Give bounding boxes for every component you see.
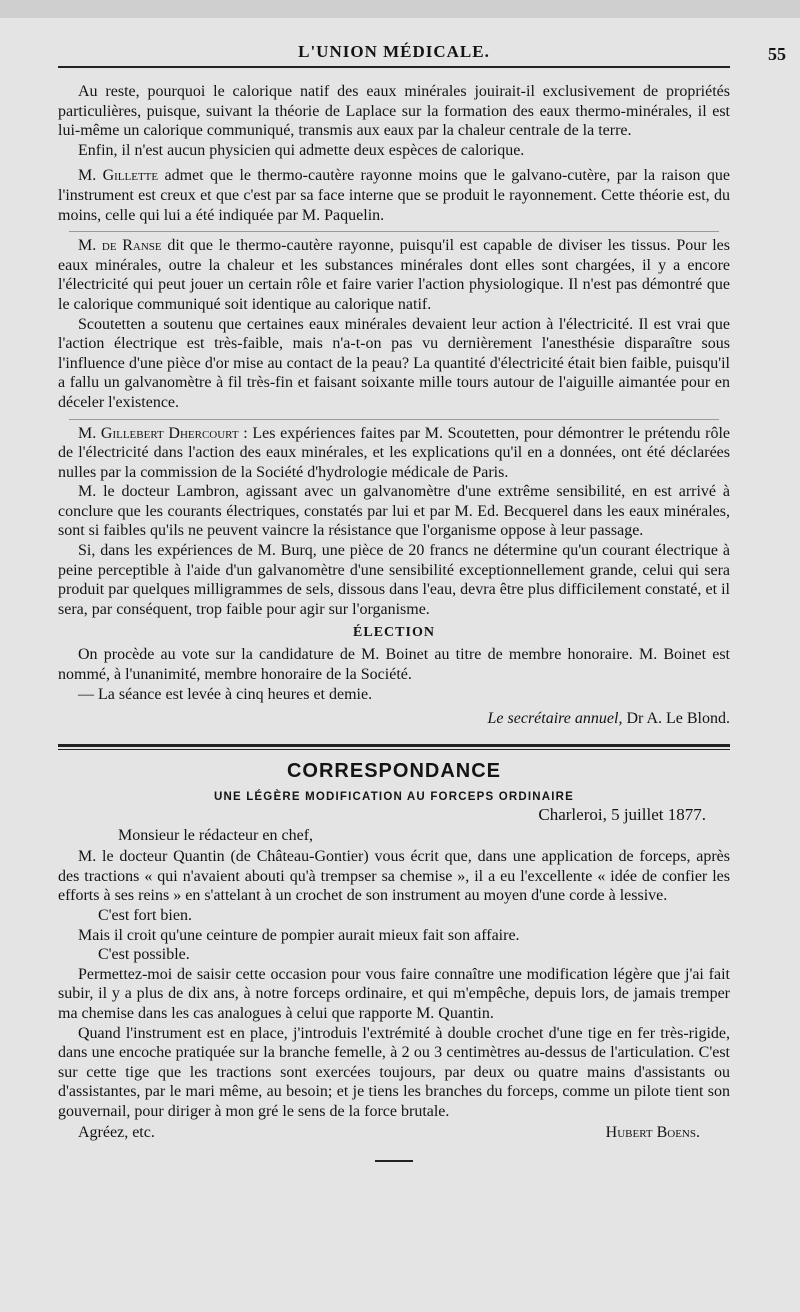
letter-paragraph: C'est possible. [98, 946, 190, 964]
paragraph-seance-close: — La séance est levée à cinq heures et demie. [78, 685, 373, 703]
election-heading: ÉLECTION [353, 625, 435, 641]
signature-role: Le secrétaire annuel, [487, 710, 623, 728]
page-number: 55 [768, 44, 786, 64]
letter-paragraph: Mais il croit qu'une ceinture de pompier aurait mieux fait son affaire. [78, 926, 520, 944]
letter-closing [58, 1124, 730, 1142]
paragraph-dhercourt [58, 424, 730, 483]
letter-paragraph: Quand l'instrument est en place, j'introduis l'extrémité à double crochet d'une tige en fer très-rigide, dans une encoche pratiquée sur la branche femelle, à 2 ou 3 centimètres au-dessus de l'articulation. C'est sur cette tige que les tractions sont exercées toujours, par deux ou quatre mains d'assistants ou d'assistantes, par le mari même, au besoin; et je tiens les branches du forceps, comme un pilote tient son gouvernail, pour diriger à mon gré le sens de la force brutale. [58, 1024, 730, 1120]
speaker-name: M. Gillette [78, 167, 159, 185]
paragraph-burq: Si, dans les expériences de M. Burq, une pièce de 20 francs ne détermine qu'un courant électrique à peine perceptible à l'aide d'un galvanomètre d'une sensibilité exceptionnellement grande, celui qui sera produit par quelques milligrammes de sels, dissous dans l'eau, devra être plus difficilement constaté, et il sera, par conséquent, trop faible pour agir sur l'organisme. [58, 542, 730, 618]
section-divider [58, 744, 730, 750]
secretary-signature [58, 710, 730, 728]
paragraph-lambron: M. le docteur Lambron, agissant avec un galvanomètre d'une extrême sensibilité, en est arrivé à conclure que les courants électriques, constatés par lui et par M. Ed. Becquerel dans les eaux minérales, sont si faibles qu'ils ne peuvent vaincre la résistance que l'organisme oppose à leur passage. [58, 483, 730, 540]
divider [69, 231, 719, 232]
closing-formula: Agréez, etc. [78, 1123, 155, 1141]
speaker-text: admet que le thermo-cautère rayonne moins que le galvano-cutère, par la raison que l'instrument est creux et que c'est par sa face interne que se produit le rayonnement. Cette théorie est, du moins, celle qui lui a été indiquée par M. Paquelin. [58, 167, 731, 224]
letter-paragraph: Permettez-moi de saisir cette occasion pour vous faire connaître une modification légère que j'ai fait subir, il y a plus de dix ans, à notre forceps ordinaire, et qui m'empêche, depuis lors, de jamais tremper ma chemise dans les cas analogues à celui que rapporte M. Quantin. [58, 965, 730, 1022]
letter-paragraph: C'est fort bien. [98, 907, 192, 924]
paragraph-calorique: Au reste, pourquoi le calorique natif des eaux minérales jouirait-il exclusivement de propriétés particulières, puisque, suivant la théorie de Laplace sur la formation des eaux thermo-minérales, il est lui-même un calorique communiqué, transmis aux eaux par la chaleur centrale de la terre. [58, 83, 730, 140]
running-title: L'UNION MÉDICALE. [298, 42, 490, 61]
letter-paragraph: M. le docteur Quantin (de Château-Gontier) vous écrit que, dans une application de forceps, après des tractions « qui n'avaient abouti qu'à trempser sa chemise », il a eu l'excellente « idée de confier les efforts à ses reins » en s'attelant à un crochet de son instrument au moyen d'une corde à lessive. [58, 848, 730, 905]
speaker-name: M. de Ranse [78, 237, 162, 255]
speaker-text: Les expériences faites par M. Scoutetten, pour démontrer le prétendu rôle de l'électricité dans l'action des eaux minérales, et les explications qu'il en a données, ont été déclarées nulles par la commission de la Société d'hydrologie médicale de Paris. [58, 424, 730, 481]
section-title: CORRESPONDANCE [286, 760, 502, 783]
signature-name: Dr A. Le Blond. [626, 710, 730, 728]
paragraph-scoutetten: Scoutetten a soutenu que certaines eaux minérales devaient leur action à l'électricité. Il est vrai que l'action électrique est très-faible, mais n'a-t-on pas vu dernièrement l'anesthésie disparaître sous l'influence d'une pièce d'or mise au contact de la peau? La quantité d'électricité était bien faible, puisqu'il a fallu un galvanomètre à fil très-fin et faisant soixante mille tours autour de l'aiguille aimantée pour en déceler l'existence. [58, 315, 730, 411]
paragraph-gillette [58, 166, 730, 225]
letter-dateline: Charleroi, 5 juillet 1877. [538, 805, 706, 825]
paragraph-ranse [58, 236, 730, 314]
paragraph-physicien: Enfin, il n'est aucun physicien qui admette deux espèces de calorique. [78, 141, 525, 159]
divider [69, 419, 719, 420]
letter-signature: Hubert Boens. [605, 1123, 700, 1141]
speaker-name: M. Gillebert Dhercourt : [78, 424, 248, 442]
article-title: UNE LÉGÈRE MODIFICATION AU FORCEPS ORDINAIRE [213, 791, 575, 804]
paragraph-election: On procède au vote sur la candidature de M. Boinet au titre de membre honoraire. M. Boinet est nommé, à l'unanimité, membre honoraire de la Société. [58, 646, 730, 684]
end-rule [375, 1160, 413, 1162]
speaker-text: dit que le thermo-cautère rayonne, puisqu'il est capable de diviser les tissus. Pour les eaux minérales, outre la chaleur et les substances minérales dont elles sont chargées, il y a encore l'électricité qui peut jouer un certain rôle et faire varier l'action physiologique. Il n'est pas démontré que le calorique communiqué soit identique au calorique natif. [58, 237, 730, 313]
letter-salutation: Monsieur le rédacteur en chef, [118, 827, 314, 845]
page-header [58, 0, 786, 66]
